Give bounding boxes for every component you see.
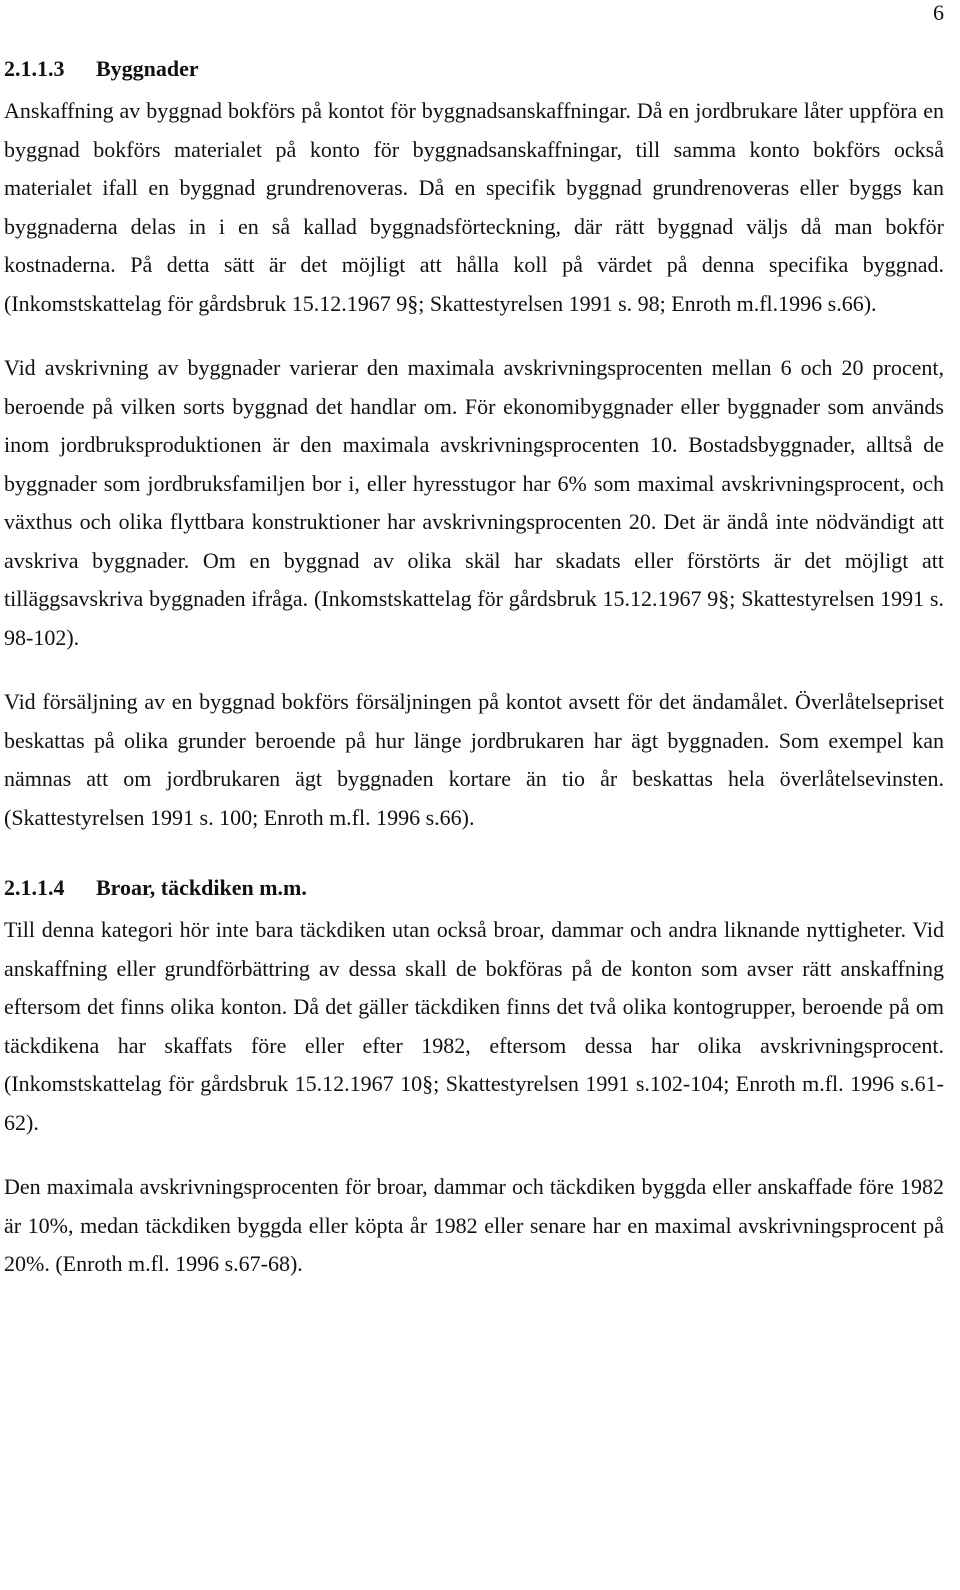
section-number: 2.1.1.3 xyxy=(4,56,65,81)
paragraph: Vid avskrivning av byggnader varierar den maximala avskrivningsprocenten mellan 6 och 20 procent, beroende på vilken sorts byggnad det handlar om. För ekonomibyggnader eller byggnader som används inom jordbruksproduktionen är den maximala avskrivningsprocenten 10. Bostadsbyggnader, alltså de byggnader som jordbruksfamiljen bor i, eller hyresstugor har 6% som maximal avskrivningsprocent, och växthus och olika flyttbara konstruktioner har avskrivningsprocenten 20. Det är ändå inte nödvändigt att avskriva byggnader. Om en byggnad av olika skäl har skadats eller förstörts är det möjligt att tilläggsavskriva byggnaden ifråga. (Inkomstskattelag för gårdsbruk 15.12.1967 9§; Skattestyrelsen 1991 s. 98-102). xyxy=(4,355,944,650)
section-heading-broar xyxy=(4,871,944,905)
paragraph: Anskaffning av byggnad bokförs på kontot för byggnadsanskaffningar. Då en jordbrukare låter uppföra en byggnad bokförs materialet på konto för byggnadsanskaffningar, till samma konto bokförs också materialet ifall en byggnad grundrenoveras. Då en specifik byggnad grundrenoveras eller byggs kan byggnaderna delas in i en så kallad byggnadsförteckning, där rätt byggnad väljs då man bokför kostnaderna. På detta sätt är det möjligt att hålla koll på värdet på denna specifika byggnad. (Inkomstskattelag för gårdsbruk 15.12.1967 9§; Skattestyrelsen 1991 s. 98; Enroth m.fl.1996 s.66). xyxy=(4,98,944,316)
page-number: 6 xyxy=(933,0,944,25)
paragraph: Till denna kategori hör inte bara täckdiken utan också broar, dammar och andra liknande nyttigheter. Vid anskaffning eller grundförbättring av dessa skall de bokföras på de konton som avser rätt anskaffning eftersom det finns olika konton. Då det gäller täckdiken finns det två olika kontogrupper, beroende på om täckdikena har skaffats före eller efter 1982, eftersom dessa har olika avskrivningsprocent. (Inkomstskattelag för gårdsbruk 15.12.1967 10§; Skattestyrelsen 1991 s.102-104; Enroth m.fl. 1996 s.61-62). xyxy=(4,917,944,1135)
section-heading-byggnader xyxy=(4,52,944,86)
section-number: 2.1.1.4 xyxy=(4,875,65,900)
page-content xyxy=(4,52,944,1284)
section-title: Broar, täckdiken m.m. xyxy=(96,875,307,900)
paragraph: Den maximala avskrivningsprocenten för broar, dammar och täckdiken byggda eller anskaffade före 1982 är 10%, medan täckdiken byggda eller köpta år 1982 eller senare har en maximal avskrivningsprocent på 20%. (Enroth m.fl. 1996 s.67-68). xyxy=(4,1174,944,1276)
paragraph: Vid försäljning av en byggnad bokförs försäljningen på kontot avsett för det ändamålet. Överlåtelsepriset beskattas på olika grunder beroende på hur länge jordbrukaren har ägt byggnaden. Som exempel kan nämnas att om jordbrukaren ägt byggnaden kortare än tio år beskattas hela överlåtelsevinsten. (Skattestyrelsen 1991 s. 100; Enroth m.fl. 1996 s.66). xyxy=(4,689,944,830)
section-title: Byggnader xyxy=(96,56,199,81)
